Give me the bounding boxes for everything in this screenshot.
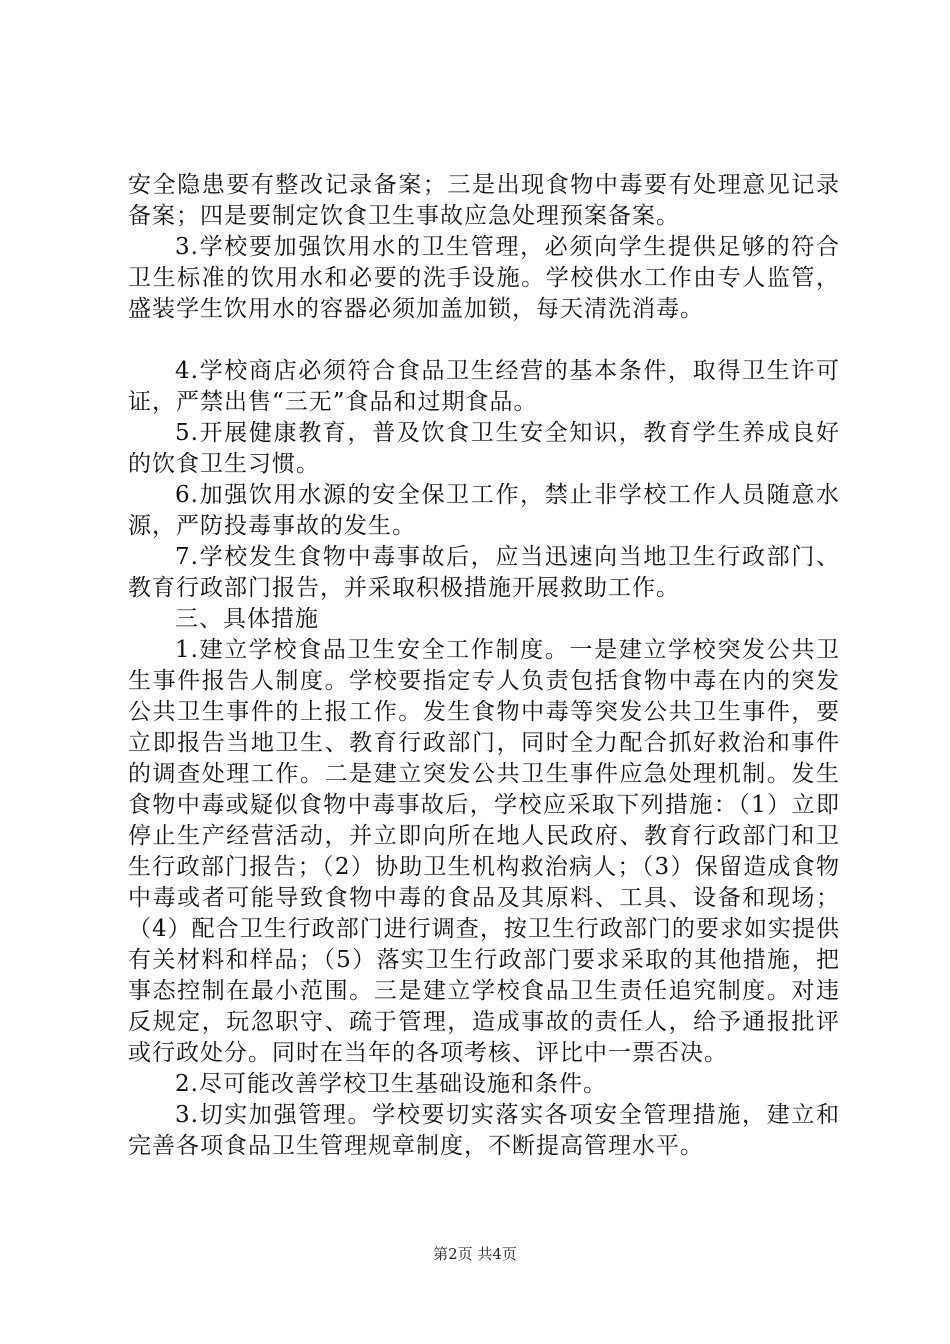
section-heading: 三、具体措施 bbox=[175, 606, 319, 632]
page-number-footer: 第2页 共4页 bbox=[433, 1245, 517, 1263]
paragraph-1: 安全隐患要有整改记录备案；三是出现食物中毒要有处理意见记录备案；四是要制定饮食卫生事故应急处理预案备案。 bbox=[128, 172, 840, 229]
paragraph-3: 4.学校商店必须符合食品卫生经营的基本条件，取得卫生许可证，严禁出售“三无”食品和过期食品。 bbox=[128, 358, 840, 415]
paragraph-4: 5.开展健康教育，普及饮食卫生安全知识，教育学生养成良好的饮食卫生习惯。 bbox=[128, 420, 840, 477]
document-body bbox=[128, 170, 840, 1162]
paragraph-5: 6.加强饮用水源的安全保卫工作，禁止非学校工作人员随意水源，严防投毒事故的发生。 bbox=[128, 482, 840, 539]
paragraph-9: 3.切实加强管理。学校要切实落实各项安全管理措施，建立和完善各项食品卫生管理规章制度，不断提高管理水平。 bbox=[128, 1102, 840, 1159]
paragraph-7: 1.建立学校食品卫生安全工作制度。一是建立学校突发公共卫生事件报告人制度。学校要指定专人负责包括食物中毒在内的突发公共卫生事件的上报工作。发生食物中毒等突发公共卫生事件，要立即报告当地卫生、教育行政部门，同时全力配合抓好救治和事件的调查处理工作。二是建立突发公共卫生事件应急处理机制。发生食物中毒或疑似食物中毒事故后，学校应采取下列措施：（1）立即停止生产经营活动，并立即向所在地人民政府、教育行政部门和卫生行政部门报告；（2）协助卫生机构救治病人；（3）保留造成食物中毒或者可能导致食物中毒的食品及其原料、工具、设备和现场；（4）配合卫生行政部门进行调查，按卫生行政部门的要求如实提供有关材料和样品；（5）落实卫生行政部门要求采取的其他措施，把事态控制在最小范围。三是建立学校食品卫生责任追究制度。对违反规定，玩忽职守、疏于管理，造成事故的责任人，给予通报批评或行政处分。同时在当年的各项考核、评比中一票否决。 bbox=[128, 637, 840, 1066]
paragraph-6: 7.学校发生食物中毒事故后，应当迅速向当地卫生行政部门、教育行政部门报告，并采取积极措施开展救助工作。 bbox=[128, 544, 840, 601]
paragraph-8: 2.尽可能改善学校卫生基础设施和条件。 bbox=[175, 1071, 607, 1097]
paragraph-2: 3.学校要加强饮用水的卫生管理，必须向学生提供足够的符合卫生标准的饮用水和必要的洗手设施。学校供水工作由专人监管，盛装学生饮用水的容器必须加盖加锁，每天清洗消毒。 bbox=[128, 234, 840, 322]
